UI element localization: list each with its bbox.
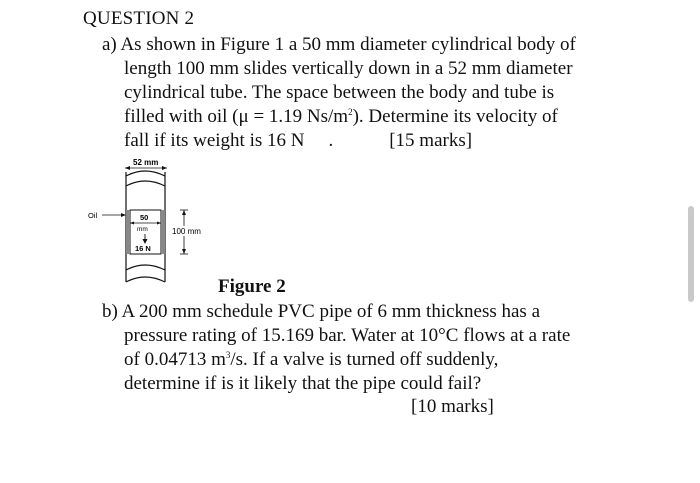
tube-bottom-wave-2 [126, 277, 165, 282]
oil-pointer-arrow [121, 213, 126, 217]
oil-gap-left [126, 210, 129, 254]
part-b-line-4: determine if is it likely that the pipe could fail? [124, 373, 482, 394]
tube-bottom-wave [126, 265, 165, 270]
part-a-line-2: length 100 mm slides vertically down in a 52 mm diameter [124, 58, 573, 79]
arrow-up-length [182, 210, 186, 215]
arrow-left-top [125, 166, 130, 170]
part-a-line-4-sup: 2 [348, 107, 353, 117]
part-b-line-3 [102, 348, 662, 372]
part-b-line-3-post: /s. If a valve is turned off suddenly, [230, 349, 499, 370]
label-mm: mm [137, 226, 148, 233]
part-a-line-4-post: ). Determine its velocity of [352, 106, 558, 127]
label-52mm: 52 mm [133, 158, 159, 167]
label-16n: 16 N [135, 244, 151, 253]
arrow-right-top [162, 166, 167, 170]
part-a-line-4 [102, 105, 662, 129]
part-b-line-3-pre: of 0.04713 m [124, 349, 226, 370]
part-a-line-3: cylindrical tube. The space between the body and tube is [124, 82, 555, 103]
question-title: QUESTION 2 [83, 8, 195, 29]
part-b-line-3-sup: 3 [225, 350, 231, 360]
part-b-line-2: pressure rating of 15.169 bar. Water at 10°C flows at a rate [124, 325, 571, 346]
tube-top-wave [126, 171, 165, 176]
arrow-down-length [182, 249, 186, 254]
label-100mm: 100 mm [172, 227, 201, 236]
part-a-line-5-text: fall if its weight is 16 N [124, 130, 305, 151]
oil-gap-right [162, 210, 165, 254]
part-b-line-1: b) A 200 mm schedule PVC pipe of 6 mm thickness has a [102, 301, 541, 322]
vertical-scrollbar[interactable] [688, 206, 694, 302]
part-a-line-4-pre: filled with oil (μ = 1.19 Ns/m [124, 106, 349, 127]
part-a-text [102, 33, 662, 153]
part-a-dot: . [328, 130, 334, 151]
part-a-line-5 [102, 129, 662, 153]
part-a-marks: [15 marks] [389, 130, 473, 151]
label-oil: Oil [88, 211, 98, 220]
label-50: 50 [140, 213, 149, 222]
part-b-text [102, 300, 662, 396]
tube-top-wave-2 [126, 181, 165, 186]
figure-diagram [80, 158, 230, 294]
part-b-marks: [10 marks] [411, 396, 494, 417]
part-a-line-1: a) As shown in Figure 1 a 50 mm diameter cylindrical body of [102, 34, 576, 55]
figure-caption: Figure 2 [218, 276, 286, 297]
